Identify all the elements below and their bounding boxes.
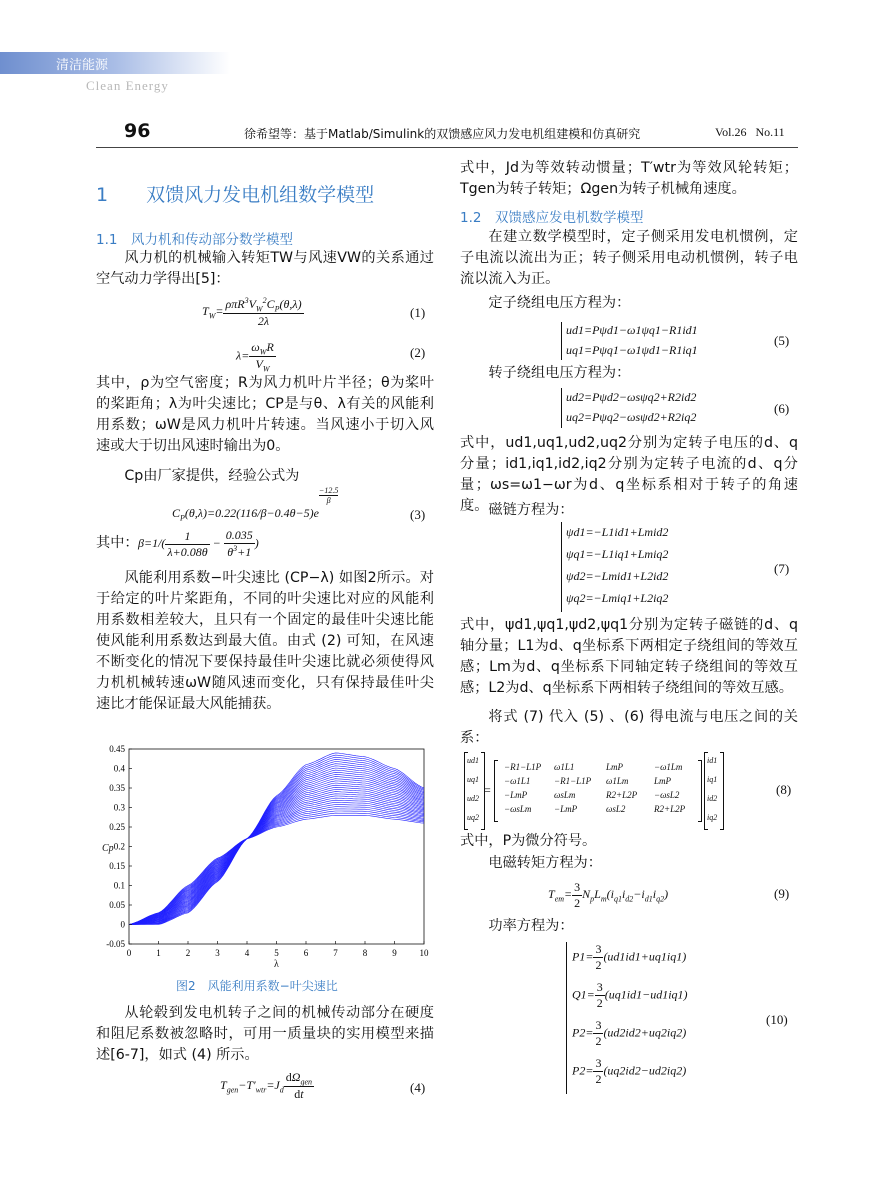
- x-tick-label: 9: [392, 948, 397, 958]
- subsection-heading: 1.2 双馈感应发电机数学模型: [460, 210, 644, 226]
- i-vector-3: iq2: [707, 813, 718, 822]
- power-equation: [572, 942, 686, 973]
- equation-5a: ud1=Pψd1−ω1ψq1−R1id1: [566, 323, 698, 337]
- power-rhs: (ud1id1+uq1iq1): [603, 949, 687, 964]
- equation-7c: ψd2=−Lmid1+L2id2: [566, 569, 669, 583]
- matrix-cell: ωsLm: [554, 790, 576, 800]
- paragraph: 功率方程为：: [488, 918, 574, 934]
- x-tick-label: 6: [303, 948, 309, 958]
- y-tick-label: 0.1: [113, 880, 125, 891]
- i-vector-2: id2: [707, 794, 718, 803]
- matrix-cell: ω1Lm: [606, 776, 629, 786]
- fraction: $\frac{3}{2}$: [596, 980, 603, 1010]
- equation-1: $T_W=$ $\frac{\rho\pi R^3V_W^2C_P(\theta,\lambda)}{2\lambda}$: [202, 296, 302, 329]
- x-tick-label: 3: [215, 948, 220, 958]
- paragraph: 将式 (7) 代入 (5) 、(6) 得电流与电压之间的关系：: [460, 709, 798, 746]
- matrix-cell: −R1−L1P: [554, 776, 592, 786]
- y-tick-label: 0.45: [109, 744, 125, 754]
- paragraph: 式中，ud1,uq1,ud2,uq2分别为定转子电压的d、q分量；id1,iq1,id2,iq2分别为定转子电流的d、q分量；ωs=ω1−ωr为d、q坐标系相对于转子的角速度。: [460, 435, 798, 514]
- u-vector-2: ud2: [467, 794, 479, 803]
- power-rhs: (ud2id2+uq2iq2): [603, 1025, 687, 1040]
- x-tick-label: 8: [362, 948, 368, 958]
- power-lhs: Q1=: [572, 987, 595, 1002]
- paragraph: 其中，ρ为空气密度；R为风力机叶片半径；θ为桨叶的桨距角；λ为叶尖速比；CP是与θ、λ有关的风能利用系数；ωW是风力机叶片转速。当风速小于切入风速或大于切出风速时输出为0。: [96, 375, 434, 454]
- equation-brace: [561, 522, 562, 612]
- paragraph: 在建立数学模型时，定子侧采用发电机惯例，定子电流以流出为正；转子侧采用电动机惯例，转子电流以流入为正。: [460, 229, 798, 287]
- matrix-cell: LmP: [606, 762, 624, 772]
- equation-7b: ψq1=−L1iq1+Lmiq2: [566, 547, 669, 561]
- equation-brace: [566, 942, 567, 1094]
- equation-number: (2): [410, 345, 426, 360]
- paragraph: 定子绕组电压方程为：: [488, 295, 631, 311]
- equation-torque: $T_{em}=$ $\frac{3}{2}$ $N_pL_m(i_{q1}i_{d2}-i_{d1}i_{q2})$: [548, 880, 669, 910]
- equation-brace: [561, 322, 562, 360]
- paragraph: 磁链方程为：: [488, 502, 574, 518]
- u-vector-0: ud1: [467, 756, 479, 765]
- equals-sign: =: [484, 783, 491, 797]
- matrix-cell: ωsL2: [606, 804, 626, 814]
- y-tick-label: 0.15: [109, 861, 125, 871]
- paragraph: 式中，Jd为等效转动惯量；T′wtr为等效风轮转矩；Tgen为转子转矩；Ωgen为转子机械角速度。: [460, 160, 798, 197]
- equation-number: (3): [410, 507, 426, 522]
- x-tick-label: 5: [274, 948, 279, 958]
- equation-6b: uq2=Pψq2−ωsψd2+R2iq2: [566, 410, 697, 424]
- matrix-cell: ω1L1: [554, 762, 575, 772]
- matrix-cell: −ω1Lm: [654, 762, 683, 772]
- power-equation: [572, 1056, 686, 1087]
- matrix-cell: −ω1L1: [504, 776, 531, 786]
- x-tick-label: 4: [244, 948, 250, 958]
- i-vector-0: id1: [707, 756, 718, 765]
- x-axis-label: λ: [274, 959, 279, 970]
- power-lhs: P2=: [572, 1025, 594, 1040]
- volume-info: Vol.26 No.11: [715, 125, 785, 139]
- matrix-cell: −LmP: [554, 804, 578, 814]
- power-rhs: (uq1id1−ud1iq1): [604, 987, 688, 1002]
- equation-number: (8): [776, 782, 792, 797]
- u-vector-3: uq2: [467, 813, 479, 822]
- y-tick-label: 0: [120, 919, 125, 930]
- cp-lambda-chart: [92, 740, 437, 970]
- equation-3: $C_P(\theta,\lambda)=0.22(116/\beta-0.4\theta-5)e$ $\frac{-12.5}{\beta}$: [172, 486, 339, 523]
- power-equation: [572, 1018, 686, 1049]
- x-tick-label: 2: [185, 948, 191, 958]
- equation-number: (4): [410, 1080, 426, 1095]
- section-label-en: Clean Energy: [86, 78, 169, 93]
- running-title: 徐希望等：基于Matlab/Simulink的双馈感应风力发电机组建模和仿真研究: [244, 127, 641, 141]
- fraction: $\frac{3}{2}$: [595, 1018, 602, 1048]
- paragraph: 式中，P为微分符号。: [460, 833, 597, 849]
- equation-number: (10): [766, 1012, 788, 1027]
- equation-7a: ψd1=−L1id1+Lmid2: [566, 525, 669, 539]
- header-band: [0, 52, 230, 74]
- y-axis-label: Cp: [102, 843, 114, 854]
- power-rhs: (uq2id2−ud2iq2): [603, 1063, 687, 1078]
- equation-number: (9): [774, 886, 790, 901]
- bracket: [698, 760, 702, 822]
- bracket: [494, 760, 498, 822]
- equation-6a: ud2=Pψd2−ωsψq2+R2id2: [566, 390, 697, 404]
- subsection-heading: 1.1 风力机和传动部分数学模型: [96, 232, 293, 248]
- fraction: $\frac{3}{2}$: [595, 1056, 602, 1086]
- power-equation: [572, 980, 688, 1011]
- equation-number: (5): [774, 333, 790, 348]
- x-tick-label: 1: [156, 948, 161, 958]
- y-tick-label: 0.3: [113, 802, 125, 813]
- equation-7d: ψq2=−Lmiq1+L2iq2: [566, 591, 669, 605]
- u-vector-1: uq1: [467, 775, 479, 784]
- equation-5b: uq1=Pψq1−ω1ψd1−R1iq1: [566, 343, 698, 357]
- equation-number: (6): [774, 401, 790, 416]
- section-heading: 1 双馈风力发电机组数学模型: [96, 184, 375, 206]
- y-tick-label: 0.2: [113, 841, 125, 852]
- y-tick-label: 0.05: [109, 900, 125, 910]
- x-tick-label: 7: [333, 948, 338, 958]
- matrix-cell: −ωsL2: [654, 790, 680, 800]
- matrix-cell: LmP: [654, 776, 672, 786]
- equation-number: (7): [774, 561, 790, 576]
- equation-4: $T_{gen}-T'_{wtr}=J_d$ $\frac{d\Omega_{gen}}{dt}$: [220, 1070, 313, 1102]
- section-label-cn: 清洁能源: [56, 58, 109, 73]
- equation-number: (1): [410, 305, 426, 320]
- fraction: $\frac{3}{2}$: [595, 942, 602, 972]
- matrix-cell: −ωsLm: [504, 804, 532, 814]
- y-tick-label: 0.25: [109, 822, 125, 832]
- header-rule: [96, 147, 798, 148]
- y-tick-label: 0.35: [109, 783, 125, 793]
- paragraph: 转子绕组电压方程为：: [488, 365, 631, 381]
- paragraph: 风力机的机械输入转矩TW与风速VW的关系通过空气动力学得出[5]：: [96, 250, 434, 287]
- y-tick-label: 0.4: [113, 763, 125, 774]
- y-tick-label: -0.05: [106, 939, 125, 949]
- paragraph: 式中，ψd1,ψq1,ψd2,ψq1分别为定转子磁链的d、q轴分量；L1为d、q坐标系下两相定子绕组间的等效互感；Lm为d、q坐标系下同轴定转子绕组间的等效互感；L2为d、q坐标系下两相转子绕组间的等效互感。: [460, 617, 798, 696]
- power-lhs: P2=: [572, 1063, 594, 1078]
- matrix-cell: R2+L2P: [606, 790, 638, 800]
- equation-2: λ= $\frac{\omega_WR}{V_W}$: [236, 340, 274, 374]
- bracket: [720, 752, 724, 830]
- paragraph: Cp由厂家提供，经验公式为: [124, 468, 300, 484]
- x-tick-label: 10: [419, 948, 429, 958]
- figure-caption: 图2 风能利用系数−叶尖速比: [176, 979, 338, 993]
- page-number: 96: [124, 120, 151, 142]
- paragraph: 风能利用系数−叶尖速比 (CP−λ) 如图2所示。对于给定的叶片桨距角，不同的叶尖速比对应的风能利用系数相差较大，且只有一个固定的最佳叶尖速比能使风能利用系数达到最大值。由式 (2) 可知，在风速不断变化的情况下要保持最佳叶尖速比就必须使得风力机机械转速ωW随风速而变化，只有保持最佳叶尖速比才能保证最大风能捕获。: [96, 570, 434, 712]
- paragraph: 电磁转矩方程为：: [488, 855, 602, 871]
- power-lhs: P1=: [572, 949, 594, 964]
- matrix-cell: R2+L2P: [654, 804, 686, 814]
- matrix-cell: −LmP: [504, 790, 528, 800]
- equation-brace: [561, 388, 562, 428]
- x-tick-label: 0: [126, 948, 132, 958]
- paragraph: 从轮毂到发电机转子之间的机械传动部分在硬度和阻尼系数被忽略时，可用一质量块的实用模型来描述[6-7]，如式 (4) 所示。: [96, 1005, 434, 1063]
- matrix-cell: −R1−L1P: [504, 762, 542, 772]
- i-vector-1: iq1: [707, 775, 718, 784]
- equation-beta: β=1/( $\frac{1}{\lambda+0.08\theta}$ − $\frac{0.035}{\theta^3+1}$ ): [138, 528, 259, 559]
- where-label: 其中：: [96, 535, 139, 551]
